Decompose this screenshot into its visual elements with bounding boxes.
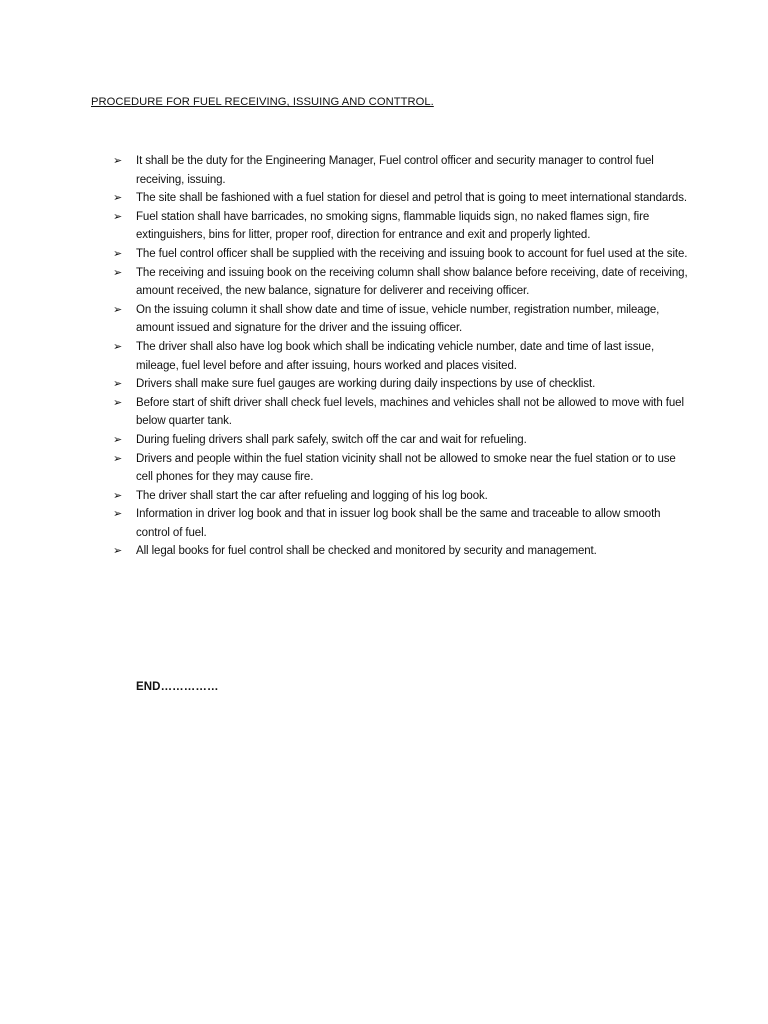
procedure-item-7 <box>113 338 688 375</box>
procedure-item-text: The site shall be fashioned with a fuel station for diesel and petrol that is going to meet international standards. <box>136 192 687 205</box>
procedure-list <box>113 152 688 561</box>
procedure-item-text: Before start of shift driver shall check fuel levels, machines and vehicles shall not be allowed to move with fuel below quarter tank. <box>136 396 684 428</box>
arrow-bullet-icon: ➢ <box>113 451 123 465</box>
procedure-item-text: Fuel station shall have barricades, no smoking signs, flammable liquids sign, no naked flames sign, fire extinguishers, bins for litter, proper roof, direction for entrance and exit and properly lighted. <box>136 210 650 242</box>
procedure-item-13 <box>113 505 688 542</box>
arrow-bullet-icon: ➢ <box>113 395 123 409</box>
procedure-item-14 <box>113 542 688 561</box>
procedure-item-text: The fuel control officer shall be supplied with the receiving and issuing book to account for fuel used at the site. <box>136 247 688 260</box>
procedure-item-text: During fueling drivers shall park safely, switch off the car and wait for refueling. <box>136 433 527 446</box>
arrow-bullet-icon: ➢ <box>113 265 123 279</box>
procedure-item-12 <box>113 487 688 506</box>
arrow-bullet-icon: ➢ <box>113 432 123 446</box>
arrow-bullet-icon: ➢ <box>113 302 123 316</box>
procedure-item-1 <box>113 152 688 189</box>
procedure-item-text: On the issuing column it shall show date and time of issue, vehicle number, registration number, mileage, amount issued and signature for the driver and the issuing officer. <box>136 303 660 335</box>
arrow-bullet-icon: ➢ <box>113 246 123 260</box>
arrow-bullet-icon: ➢ <box>113 377 123 391</box>
procedure-item-10 <box>113 431 688 450</box>
arrow-bullet-icon: ➢ <box>113 191 123 205</box>
document-title: PROCEDURE FOR FUEL RECEIVING, ISSUING AND CONTTROL. <box>91 96 434 108</box>
procedure-item-11 <box>113 450 688 487</box>
procedure-item-3 <box>113 208 688 245</box>
procedure-item-text: Drivers shall make sure fuel gauges are working during daily inspections by use of checklist. <box>136 378 596 391</box>
procedure-item-text: Information in driver log book and that in issuer log book shall be the same and traceable to allow smooth control of fuel. <box>136 508 661 539</box>
procedure-item-text: Drivers and people within the fuel station vicinity shall not be allowed to smoke near the fuel station or to use cell phones for they may cause fire. <box>136 452 676 484</box>
arrow-bullet-icon: ➢ <box>113 488 123 502</box>
procedure-item-text: The driver shall also have log book which shall be indicating vehicle number, date and time of last issue, mileage, fuel level before and after issuing, hours worked and places visited. <box>136 340 655 372</box>
procedure-item-text: The receiving and issuing book on the receiving column shall show balance before receiving, date of receiving, amount received, the new balance, signature for deliverer and receiving officer. <box>136 266 688 298</box>
procedure-item-6 <box>113 301 688 338</box>
arrow-bullet-icon: ➢ <box>113 339 123 353</box>
arrow-bullet-icon: ➢ <box>113 544 123 558</box>
arrow-bullet-icon: ➢ <box>113 209 123 223</box>
arrow-bullet-icon: ➢ <box>113 507 123 521</box>
procedure-item-8 <box>113 375 688 394</box>
procedure-item-5 <box>113 264 688 301</box>
procedure-item-text: It shall be the duty for the Engineering Manager, Fuel control officer and security manager to control fuel receiving, issuing. <box>136 155 654 186</box>
procedure-item-text: All legal books for fuel control shall be checked and monitored by security and management. <box>136 545 597 558</box>
procedure-item-4 <box>113 245 688 264</box>
procedure-item-2 <box>113 189 688 208</box>
arrow-bullet-icon: ➢ <box>113 154 123 167</box>
procedure-item-9 <box>113 394 688 431</box>
end-marker-text: END…………… <box>136 681 219 693</box>
procedure-item-text: The driver shall start the car after refueling and logging of his log book. <box>136 489 488 502</box>
